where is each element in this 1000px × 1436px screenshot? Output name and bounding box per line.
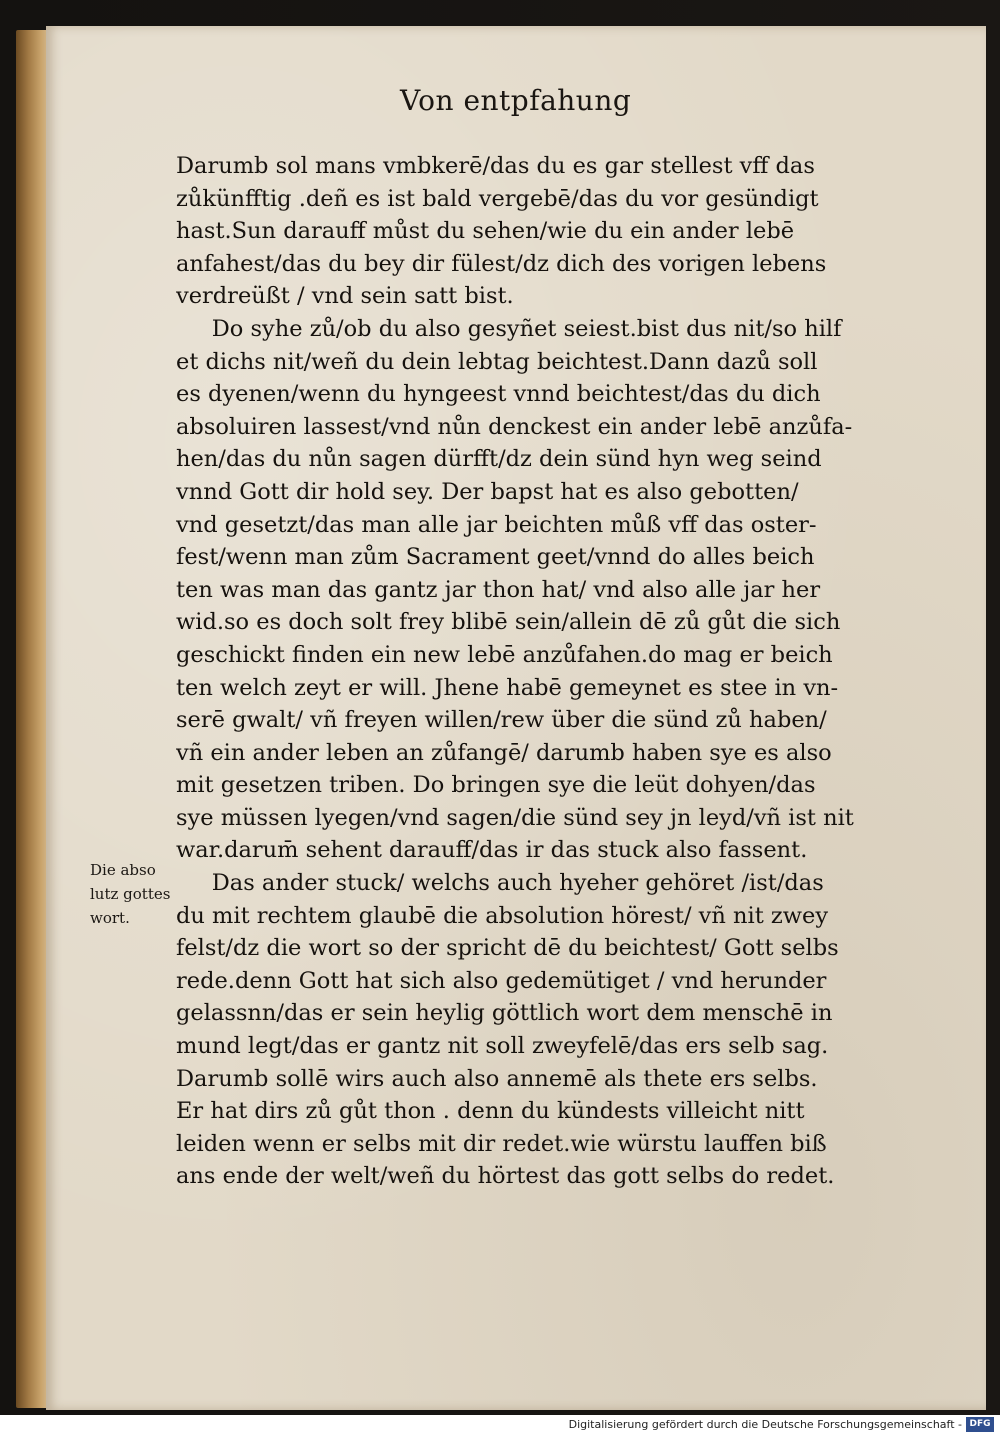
footer-credit: Digitalisierung gefördert durch die Deutsche Forschungsgemeinschaft - [568, 1418, 962, 1431]
text-line: absoluiren lassest/vnd nůn denckest ein ander lebē anzůfa- [176, 413, 853, 440]
text-line: Das ander stuck/ welchs auch hyeher gehöret /ist/das [176, 870, 824, 897]
text-line: es dyenen/wenn du hyngeest vnnd beichtest/das du dich [176, 381, 821, 408]
text-line: wid.so es doch solt frey blibē sein/allein dē zů gůt die sich [176, 609, 841, 636]
text-line: vnnd Gott dir hold sey. Der bapst hat es also gebotten/ [176, 478, 799, 505]
margin-note [90, 858, 182, 930]
text-line: felst/dz die wort so der spricht dē du beichtest/ Gott selbs [176, 935, 839, 962]
text-line: gelassnn/das er sein heylig göttlich wort dem menschē in [176, 1000, 833, 1027]
text-line: vñ ein ander leben an zůfangē/ darumb haben sye es also [176, 739, 832, 766]
text-line: Darumb sollē wirs auch also annemē als thete ers selbs. [176, 1065, 818, 1092]
text-line: du mit rechtem glaubē die absolution hörest/ vñ nit zwey [176, 902, 829, 929]
text-line: Darumb sol mans vmbkerē/das du es gar stellest vff das [176, 153, 815, 179]
text-line: verdreüßt / vnd sein satt bist. [176, 283, 514, 310]
text-line: serē gwalt/ vñ freyen willen/rew über die sünd zů haben/ [176, 707, 827, 734]
text-line: fest/wenn man zům Sacrament geet/vnnd do alles beich [176, 544, 815, 571]
text-line: anfahest/das du bey dir fülest/dz dich des vorigen lebens [176, 250, 827, 277]
text-line: sye müssen lyegen/vnd sagen/die sünd sey jn leyd/vñ ist nit [176, 804, 854, 831]
text-line: geschickt finden ein new lebē anzůfahen.do mag er beich [176, 641, 833, 668]
text-line: war.darum̄ sehent darauff/das ir das stuck also fassent. [176, 837, 808, 864]
text-line: mund legt/das er gantz nit soll zweyfelē/das ers selb sag. [176, 1033, 829, 1060]
text-line: hen/das du nůn sagen dürfft/dz dein sünd hyn weg seind [176, 446, 822, 473]
text-line: ten was man das gantz jar thon hat/ vnd also alle jar her [176, 576, 821, 603]
text-line: hast.Sun darauff můst du sehen/wie du ein ander lebē [176, 218, 795, 245]
text-line: rede.denn Gott hat sich also gedemütiget / vnd herunder [176, 967, 827, 994]
text-line: leiden wenn er selbs mit dir redet.wie würstu lauffen biß [176, 1130, 827, 1157]
body-text [176, 150, 936, 1193]
dfg-logo: DFG [966, 1417, 994, 1432]
text-line: ten welch zeyt er will. Jhene habē gemeynet es stee in vn- [176, 674, 839, 701]
margin-note-line: wort. [90, 909, 130, 927]
running-head: Von entpfahung [400, 84, 632, 117]
footer-bar [0, 1415, 1000, 1436]
text-line: mit gesetzen triben. Do bringen sye die leüt dohyen/das [176, 772, 816, 799]
text-line: et dichs nit/weñ du dein lebtag beichtest.Dann dazů soll [176, 348, 818, 375]
margin-note-line: Die abso [90, 861, 156, 879]
text-line: zůkünfftig .deñ es ist bald vergebē/das du vor gesündigt [176, 185, 819, 212]
margin-note-line: lutz gottes [90, 885, 171, 903]
text-line: ans ende der welt/weñ du hörtest das gott selbs do redet. [176, 1163, 835, 1190]
text-line: vnd gesetzt/das man alle jar beichten můß vff das oster- [176, 511, 817, 538]
text-line: Er hat dirs zů gůt thon . denn du kündests villeicht nitt [176, 1098, 805, 1125]
text-line: Do syhe zů/ob du also gesyñet seiest.bist dus nit/so hilf [176, 315, 842, 342]
